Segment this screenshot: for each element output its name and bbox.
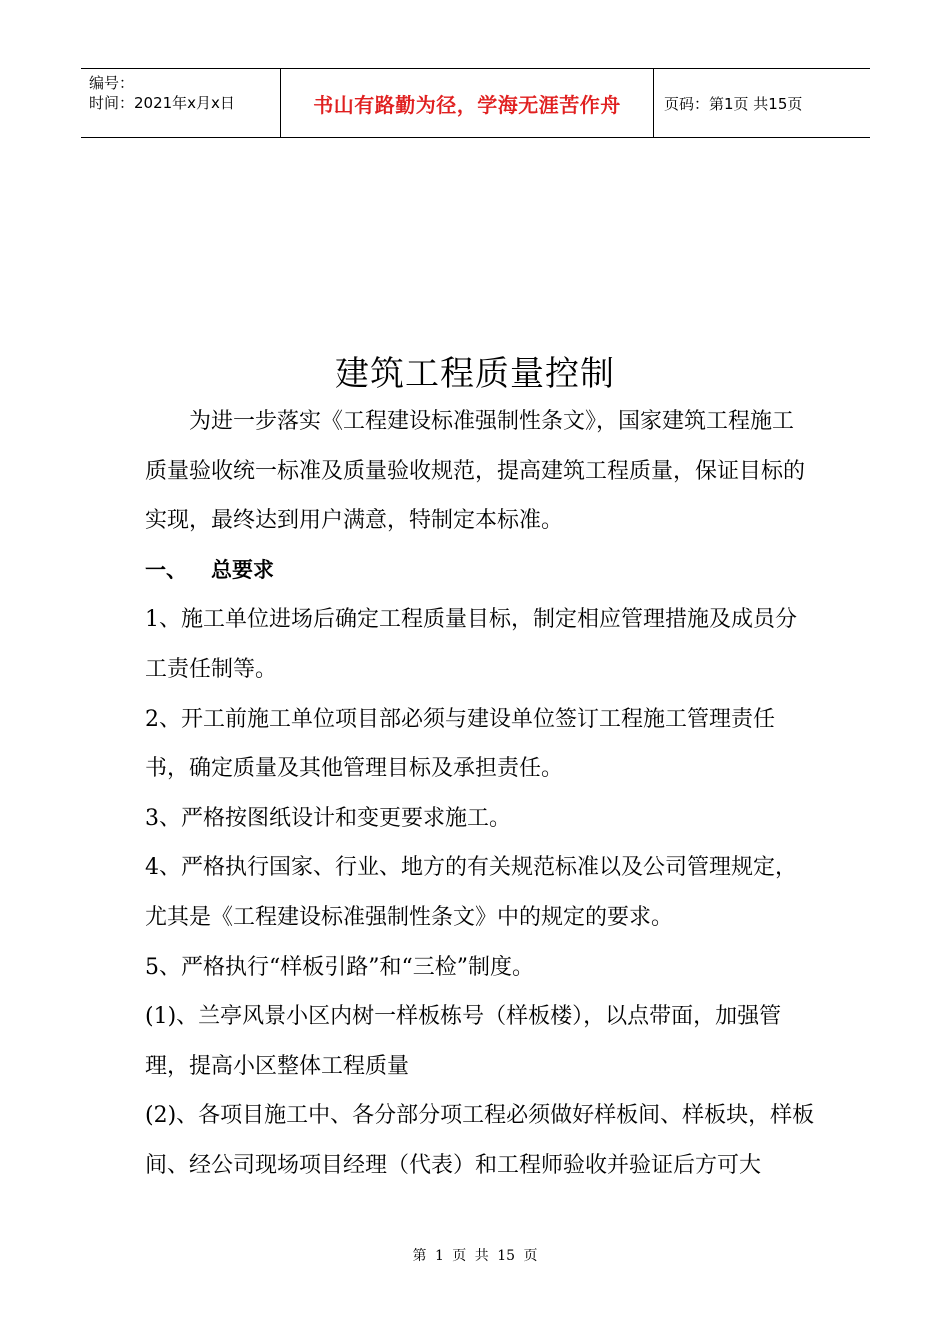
list-item: (1)、兰亭风景小区内树一样板栋号（样板楼），以点带面，加强管理，提高小区整体工程质量	[145, 1004, 782, 1079]
list-item: 5、严格执行“样板引路”和“三检”制度。	[145, 954, 534, 980]
intro-paragraph: 为进一步落实《工程建设标准强制性条文》，国家建筑工程施工 质量验收统一标准及质量验收规范，提高建筑工程质量，保证目标的实现，最终达到用户满意，特制定本标准。	[145, 409, 817, 534]
document-title: 建筑工程质量控制	[335, 354, 615, 394]
section-number: 一、	[145, 557, 187, 582]
list-item: 2、开工前施工单位项目部必须与建设单位签订工程施工管理责任书，确定质量及其他管理目标及承担责任。	[145, 706, 775, 782]
section-title: 总要求	[211, 557, 274, 582]
list-item: 3、严格按图纸设计和变更要求施工。	[145, 805, 511, 831]
page-header	[81, 68, 870, 138]
list-item: (2)、各项目施工中、各分部分项工程必须做好样板间、样板块，样板间、经公司现场项目经理（代表）和工程师验收并验证后方可大	[145, 1103, 815, 1178]
page-footer: 第 1 页 共 15 页	[412, 1248, 538, 1264]
list-item: 1、施工单位进场后确定工程质量目标，制定相应管理措施及成员分工责任制等。	[145, 607, 797, 682]
date-label: 时间：2021年x月x日	[89, 94, 235, 112]
list-item: 4、严格执行国家、行业、地方的有关规范标准以及公司管理规定，尤其是《工程建设标准强制性条文》中的规定的要求。	[145, 855, 797, 930]
serial-number-label: 编号：	[89, 74, 135, 92]
header-motto: 书山有路勤为径，学海无涯苦作舟	[281, 69, 654, 137]
section-heading	[145, 546, 815, 596]
header-page-info: 页码：第1页 共15页	[664, 94, 803, 113]
header-meta	[81, 69, 281, 137]
document-body	[145, 397, 815, 1191]
